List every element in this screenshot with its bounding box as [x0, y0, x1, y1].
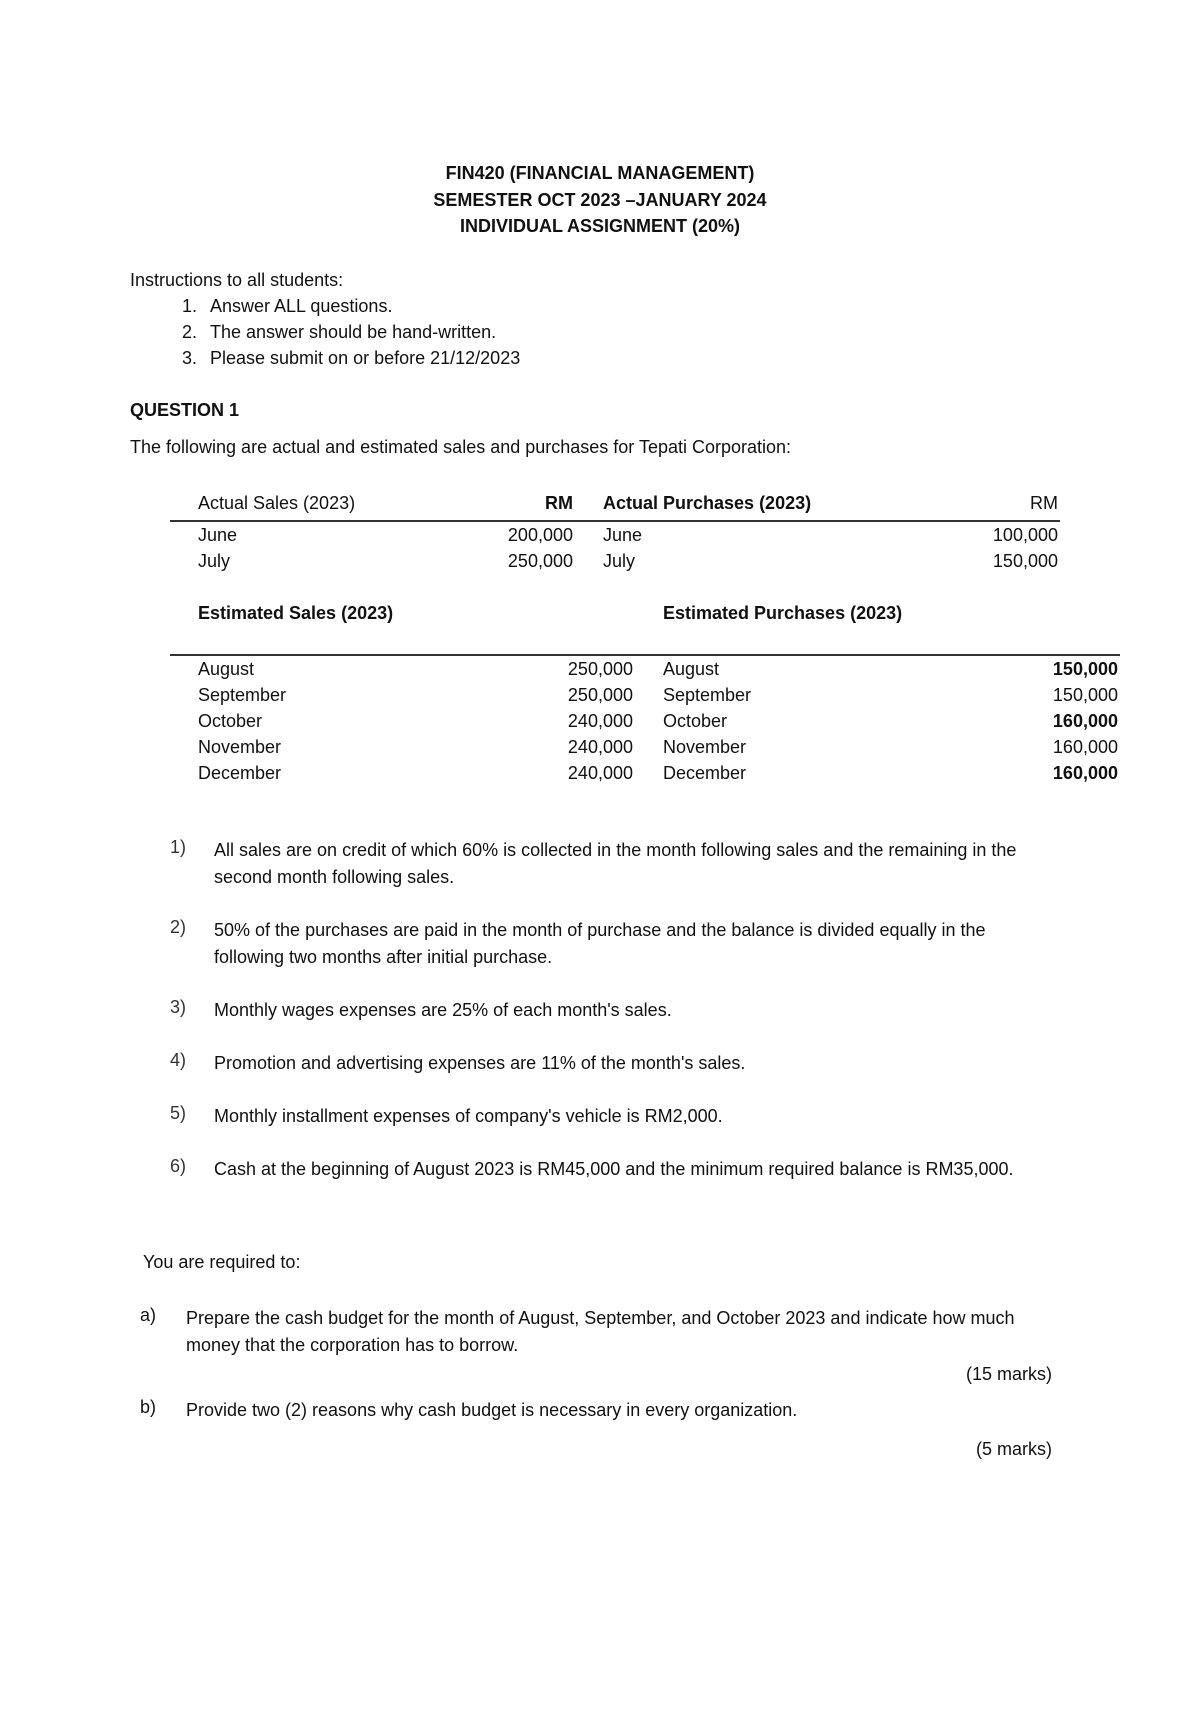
table-row [170, 521, 1060, 548]
required-part [140, 1397, 1052, 1424]
table-cell: December [198, 762, 282, 783]
table-cell: June [603, 524, 643, 545]
note-item [170, 1050, 1040, 1077]
table-cell: 200,000 [507, 524, 573, 545]
table-cell: 160,000 [1052, 736, 1118, 757]
note-number: 5) [170, 1103, 187, 1123]
part-marks: (5 marks) [976, 1439, 1052, 1459]
table-cell: 250,000 [567, 684, 633, 705]
header-cell: Estimated Purchases (2023) [633, 598, 908, 655]
note-item [170, 1156, 1040, 1183]
note-item [170, 997, 1040, 1024]
question-title: QUESTION 1 [130, 400, 240, 420]
table-header-row [170, 598, 1120, 655]
note-item [170, 837, 1040, 891]
assignment-title: INDIVIDUAL ASSIGNMENT (20%) [459, 216, 741, 236]
note-number: 3) [170, 997, 187, 1017]
table-cell: 240,000 [567, 710, 633, 731]
required-parts [140, 1305, 1052, 1462]
table-cell: September [198, 684, 287, 705]
table-cell: 160,000 [1052, 762, 1118, 783]
table-row [170, 655, 1120, 682]
estimated-sales-purchases-table [170, 598, 1120, 786]
note-text: 50% of the purchases are paid in the month of purchase and the balance is divided equally in the following two months after initial purchase. [214, 920, 986, 967]
document-header [0, 160, 1200, 240]
note-item [170, 917, 1040, 971]
note-text: Cash at the beginning of August 2023 is RM45,000 and the minimum required balance is RM35,000. [214, 1159, 1014, 1179]
table-cell: 150,000 [1052, 658, 1118, 679]
header-cell [908, 598, 1120, 655]
table-cell: 240,000 [567, 762, 633, 783]
note-number: 6) [170, 1156, 187, 1176]
actual-sales-purchases-table [170, 486, 1060, 574]
table-row [170, 682, 1120, 708]
semester-title: SEMESTER OCT 2023 –JANUARY 2024 [433, 189, 767, 210]
header-cell: RM [408, 486, 573, 521]
table-cell: August [663, 658, 720, 679]
table-row [170, 548, 1060, 574]
instruction-item: 2. The answer should be hand-written. [202, 319, 520, 345]
table-row [170, 760, 1120, 786]
table-cell: July [603, 550, 636, 571]
table-cell: November [198, 736, 282, 757]
instructions-list [130, 293, 520, 371]
header-cell: Actual Sales (2023) [170, 486, 408, 521]
note-text: Promotion and advertising expenses are 11% of the month's sales. [214, 1053, 746, 1073]
note-number: 4) [170, 1050, 187, 1070]
table-header-row [170, 486, 1060, 521]
instructions-section [130, 267, 520, 371]
note-number: 1) [170, 837, 187, 857]
table-cell: October [198, 710, 263, 731]
part-text: Provide two (2) reasons why cash budget is necessary in every organization. [186, 1400, 798, 1420]
table-cell: June [198, 524, 238, 545]
part-label: b) [140, 1397, 157, 1417]
instruction-item: 1. Answer ALL questions. [202, 293, 520, 319]
table-cell: October [663, 710, 728, 731]
part-marks: (15 marks) [965, 1364, 1052, 1384]
table-cell: 100,000 [992, 524, 1058, 545]
header-cell: Estimated Sales (2023) [170, 598, 468, 655]
instruction-item: 3. Please submit on or before 21/12/2023 [202, 345, 520, 371]
table-cell: August [198, 658, 255, 679]
table-cell: December [663, 762, 747, 783]
table-cell: 150,000 [1052, 684, 1118, 705]
note-text: Monthly wages expenses are 25% of each month's sales. [214, 1000, 672, 1020]
table-cell: 250,000 [507, 550, 573, 571]
table-row [170, 734, 1120, 760]
table-cell: 150,000 [992, 550, 1058, 571]
part-text: Prepare the cash budget for the month of August, September, and October 2023 and indicate how much money that the corporation has to borrow. [186, 1308, 1015, 1355]
required-lead: You are required to: [143, 1252, 301, 1272]
header-cell: RM [848, 486, 1060, 521]
table-cell: September [663, 684, 752, 705]
notes-list [170, 837, 1040, 1209]
table-cell: 240,000 [567, 736, 633, 757]
table-row [170, 708, 1120, 734]
part-label: a) [140, 1305, 157, 1325]
table-cell: 250,000 [567, 658, 633, 679]
note-text: All sales are on credit of which 60% is collected in the month following sales and the remaining in the second month following sales. [214, 840, 1017, 887]
table-cell: July [198, 550, 231, 571]
course-title: FIN420 (FINANCIAL MANAGEMENT) [445, 163, 755, 183]
question-intro: The following are actual and estimated sales and purchases for Tepati Corporation: [130, 437, 792, 457]
table-cell: 160,000 [1052, 710, 1118, 731]
table-cell: November [663, 736, 747, 757]
note-text: Monthly installment expenses of company's vehicle is RM2,000. [214, 1106, 723, 1126]
required-part [140, 1305, 1052, 1359]
header-cell [468, 598, 633, 655]
note-number: 2) [170, 917, 187, 937]
instructions-lead: Instructions to all students: [130, 270, 344, 290]
note-item [170, 1103, 1040, 1130]
header-cell: Actual Purchases (2023) [573, 486, 848, 521]
